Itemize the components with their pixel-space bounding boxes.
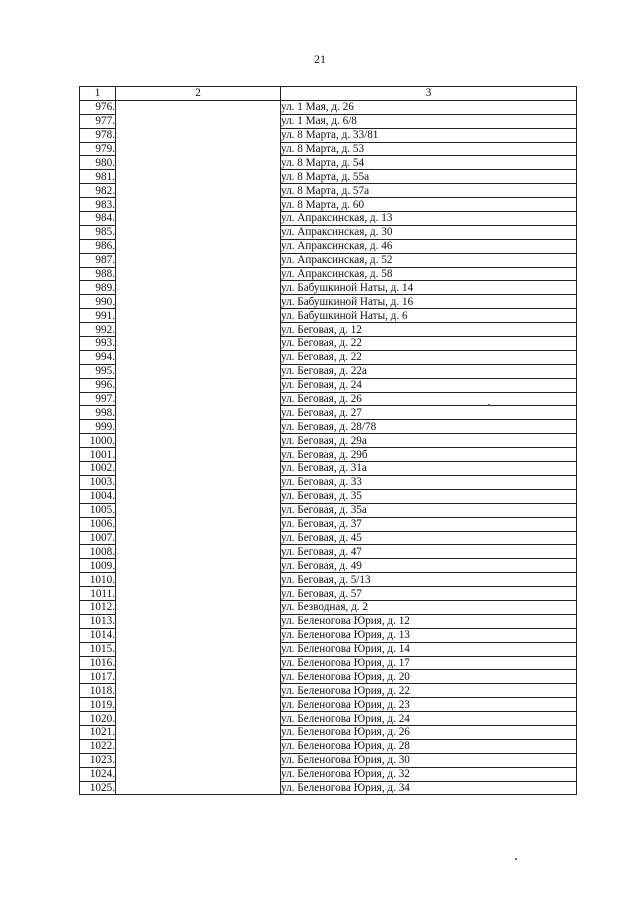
address-cell: ул. Беленогова Юрия, д. 34 [281, 781, 577, 795]
row-number: 981. [80, 170, 116, 184]
row-number: 1006. [80, 517, 116, 531]
row-number: 999. [80, 420, 116, 434]
row-number: 1007. [80, 531, 116, 545]
row-number: 996. [80, 378, 116, 392]
address-cell: ул. 1 Мая, д. 6/8 [281, 114, 577, 128]
address-cell: ул. Беленогова Юрия, д. 30 [281, 753, 577, 767]
row-number: 1023. [80, 753, 116, 767]
row-number: 991. [80, 309, 116, 323]
address-cell: ул. Беговая, д. 22а [281, 364, 577, 378]
address-cell: ул. 8 Марта, д. 60 [281, 198, 577, 212]
row-number: 998. [80, 406, 116, 420]
table-body [80, 100, 577, 795]
row-number: 1015. [80, 642, 116, 656]
address-cell: ул. 8 Марта, д. 53 [281, 142, 577, 156]
address-cell: ул. Безводная, д. 2 [281, 600, 577, 614]
row-number: 979. [80, 142, 116, 156]
address-cell: ул. 8 Марта, д. 55а [281, 170, 577, 184]
address-cell: ул. Апраксинская, д. 58 [281, 267, 577, 281]
row-number: 1014. [80, 628, 116, 642]
address-cell: ул. Беговая, д. 29а [281, 434, 577, 448]
address-cell: ул. Беленогова Юрия, д. 22 [281, 684, 577, 698]
address-cell: ул. Беговая, д. 27 [281, 406, 577, 420]
address-cell: ул. Беговая, д. 35 [281, 489, 577, 503]
address-cell: ул. Беленогова Юрия, д. 26 [281, 725, 577, 739]
address-cell: ул. Беговая, д. 24 [281, 378, 577, 392]
page-number: 21 [314, 52, 326, 66]
row-number: 1004. [80, 489, 116, 503]
row-number: 987. [80, 253, 116, 267]
row-number: 1010. [80, 573, 116, 587]
address-cell: ул. 8 Марта, д. 33/81 [281, 128, 577, 142]
row-number: 978. [80, 128, 116, 142]
row-number: 983. [80, 198, 116, 212]
address-cell: ул. Беговая, д. 22 [281, 337, 577, 351]
address-cell: ул. Беговая, д. 5/13 [281, 573, 577, 587]
row-number: 985. [80, 225, 116, 239]
row-number: 976. [80, 100, 116, 114]
address-cell: ул. Беленогова Юрия, д. 14 [281, 642, 577, 656]
row-number: 1002. [80, 462, 116, 476]
row-number: 984. [80, 212, 116, 226]
address-cell: ул. Беговая, д. 33 [281, 475, 577, 489]
address-cell: ул. 8 Марта, д. 57а [281, 184, 577, 198]
row-number: 1022. [80, 739, 116, 753]
row-number: 1011. [80, 587, 116, 601]
address-cell: ул. Беговая, д. 22 [281, 350, 577, 364]
row-number: 1016. [80, 656, 116, 670]
address-cell: ул. Беленогова Юрия, д. 32 [281, 767, 577, 781]
row-number: 1009. [80, 559, 116, 573]
address-cell: ул. Бабушкиной Наты, д. 6 [281, 309, 577, 323]
scan-speck [488, 404, 490, 406]
row-number: 988. [80, 267, 116, 281]
row-number: 982. [80, 184, 116, 198]
table-header-row [80, 87, 577, 101]
address-cell: ул. Беговая, д. 29б [281, 448, 577, 462]
address-cell: ул. Беленогова Юрия, д. 17 [281, 656, 577, 670]
row-number: 992. [80, 323, 116, 337]
row-number: 980. [80, 156, 116, 170]
row-number: 993. [80, 337, 116, 351]
address-cell: ул. Апраксинская, д. 13 [281, 212, 577, 226]
address-cell: ул. 8 Марта, д. 54 [281, 156, 577, 170]
row-number: 1003. [80, 475, 116, 489]
column-header-1: 1 [80, 87, 116, 101]
row-number: 1020. [80, 712, 116, 726]
row-number: 1013. [80, 614, 116, 628]
address-cell: ул. Беговая, д. 31а [281, 462, 577, 476]
column-header-3: 3 [281, 87, 577, 101]
row-number: 994. [80, 350, 116, 364]
address-cell: ул. Апраксинская, д. 30 [281, 225, 577, 239]
empty-cell [116, 100, 281, 795]
address-cell: ул. Беговая, д. 26 [281, 392, 577, 406]
address-cell: ул. Беленогова Юрия, д. 20 [281, 670, 577, 684]
row-number: 1017. [80, 670, 116, 684]
address-cell: ул. Бабушкиной Наты, д. 14 [281, 281, 577, 295]
row-number: 1021. [80, 725, 116, 739]
address-cell: ул. Беленогова Юрия, д. 12 [281, 614, 577, 628]
row-number: 1012. [80, 600, 116, 614]
address-cell: ул. Апраксинская, д. 52 [281, 253, 577, 267]
row-number: 977. [80, 114, 116, 128]
scan-speck [515, 858, 517, 860]
address-cell: ул. 1 Мая, д. 26 [281, 100, 577, 114]
address-cell: ул. Беговая, д. 57 [281, 587, 577, 601]
row-number: 1025. [80, 781, 116, 795]
address-cell: ул. Беговая, д. 47 [281, 545, 577, 559]
row-number: 1001. [80, 448, 116, 462]
address-cell: ул. Бабушкиной Наты, д. 16 [281, 295, 577, 309]
address-cell: ул. Беговая, д. 12 [281, 323, 577, 337]
address-cell: ул. Беленогова Юрия, д. 24 [281, 712, 577, 726]
row-number: 1000. [80, 434, 116, 448]
row-number: 989. [80, 281, 116, 295]
address-cell: ул. Беговая, д. 45 [281, 531, 577, 545]
address-cell: ул. Беленогова Юрия, д. 13 [281, 628, 577, 642]
address-cell: ул. Беленогова Юрия, д. 28 [281, 739, 577, 753]
address-table [79, 86, 577, 795]
row-number: 1008. [80, 545, 116, 559]
address-cell: ул. Апраксинская, д. 46 [281, 239, 577, 253]
table-row [80, 100, 577, 114]
row-number: 997. [80, 392, 116, 406]
row-number: 986. [80, 239, 116, 253]
address-cell: ул. Беговая, д. 37 [281, 517, 577, 531]
row-number: 995. [80, 364, 116, 378]
row-number: 990. [80, 295, 116, 309]
row-number: 1019. [80, 698, 116, 712]
address-cell: ул. Беговая, д. 49 [281, 559, 577, 573]
address-cell: ул. Беговая, д. 35а [281, 503, 577, 517]
row-number: 1005. [80, 503, 116, 517]
address-cell: ул. Беговая, д. 28/78 [281, 420, 577, 434]
address-cell: ул. Беленогова Юрия, д. 23 [281, 698, 577, 712]
column-header-2: 2 [116, 87, 281, 101]
row-number: 1018. [80, 684, 116, 698]
row-number: 1024. [80, 767, 116, 781]
